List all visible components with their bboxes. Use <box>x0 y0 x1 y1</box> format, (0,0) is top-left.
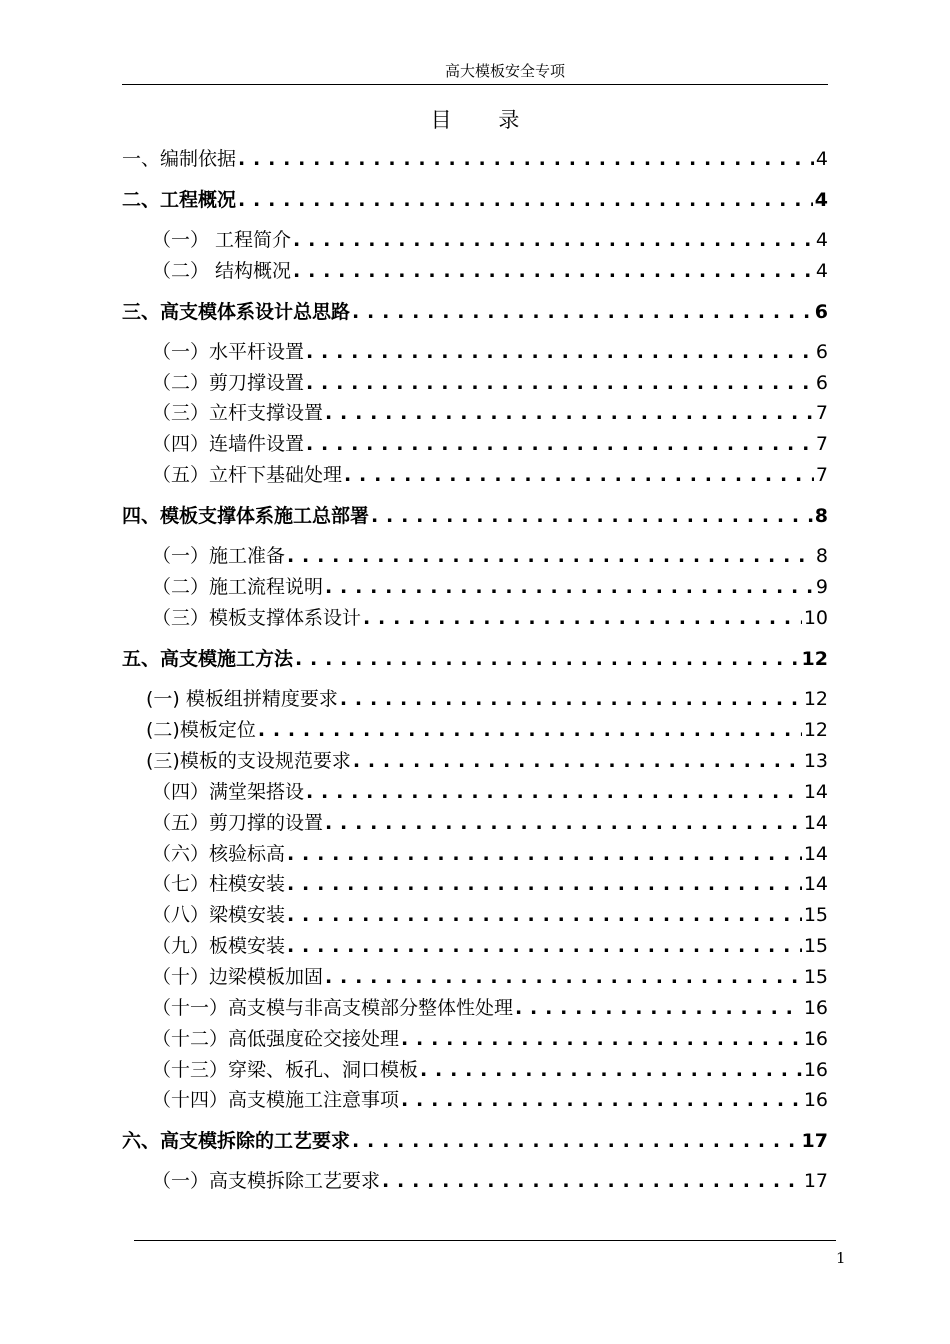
toc-entry-page: 14 <box>803 873 828 895</box>
toc-entry-title: （十一）高支模与非高支模部分整体性处理 <box>152 997 514 1019</box>
dot-leader <box>420 1058 802 1082</box>
toc-entry-title: （十）边梁模板加固 <box>152 966 324 988</box>
toc-entry-page: 12 <box>801 648 828 670</box>
dot-leader <box>325 575 814 599</box>
toc-entry[interactable] <box>152 1169 828 1193</box>
toc-entry[interactable] <box>122 147 828 171</box>
toc-entry[interactable] <box>152 463 828 487</box>
toc-entry[interactable] <box>152 780 828 804</box>
dot-leader <box>363 606 802 630</box>
dot-leader <box>352 300 813 324</box>
toc-entry-title: （十二）高低强度砼交接处理 <box>152 1028 400 1050</box>
dot-leader <box>293 259 814 283</box>
header-rule <box>122 84 828 85</box>
dot-leader <box>287 934 802 958</box>
dot-leader <box>287 842 802 866</box>
toc-entry[interactable] <box>152 996 828 1020</box>
toc-entry-page: 16 <box>803 1059 828 1081</box>
toc-entry-page: 4 <box>815 229 828 251</box>
toc-entry-page: 17 <box>801 1130 828 1152</box>
dot-leader <box>325 811 802 835</box>
dot-leader <box>287 872 802 896</box>
toc-entry-page: 7 <box>815 464 828 486</box>
toc-entry[interactable] <box>152 259 828 283</box>
toc-entry-title: （四）满堂架搭设 <box>152 781 305 803</box>
toc-entry-title: (一) 模板组拼精度要求 <box>146 688 338 710</box>
toc-entry-page: 4 <box>814 189 828 211</box>
toc-entry-page: 13 <box>803 750 828 772</box>
toc-entry-page: 9 <box>815 576 828 598</box>
toc-entry-title: 三、高支模体系设计总思路 <box>122 301 351 323</box>
toc-entry-title: （五）剪刀撑的设置 <box>152 812 324 834</box>
toc-entry-page: 8 <box>814 505 828 527</box>
toc-entry-page: 15 <box>803 966 828 988</box>
toc-entry-title: (三)模板的支设规范要求 <box>146 750 351 772</box>
toc-entry-page: 12 <box>803 688 828 710</box>
toc-entry-title: （四）连墙件设置 <box>152 433 305 455</box>
toc-entry[interactable] <box>122 504 828 528</box>
dot-leader <box>287 903 802 927</box>
dot-leader <box>352 1129 800 1153</box>
toc-entry-title: 六、高支模拆除的工艺要求 <box>122 1130 351 1152</box>
toc-entry-title: （十四）高支模施工注意事项 <box>152 1089 400 1111</box>
dot-leader <box>306 371 814 395</box>
toc-entry[interactable] <box>152 432 828 456</box>
toc-entry[interactable] <box>152 934 828 958</box>
toc-entry-page: 6 <box>815 341 828 363</box>
toc-entry-title: （九）板模安装 <box>152 935 286 957</box>
dot-leader <box>295 647 800 671</box>
toc-entry[interactable] <box>152 811 828 835</box>
toc-entry-title: （一）施工准备 <box>152 545 286 567</box>
toc-entry[interactable] <box>152 606 828 630</box>
dot-leader <box>515 996 802 1020</box>
toc-entry-title: （三）立杆支撑设置 <box>152 402 324 424</box>
dot-leader <box>382 1169 802 1193</box>
dot-leader <box>306 432 814 456</box>
toc-entry[interactable] <box>122 188 828 212</box>
toc-entry[interactable] <box>152 872 828 896</box>
dot-leader <box>371 504 813 528</box>
toc-entry[interactable] <box>122 300 828 324</box>
toc-entry[interactable] <box>122 647 828 671</box>
toc-entry[interactable] <box>152 575 828 599</box>
toc-entry[interactable] <box>152 544 828 568</box>
dot-leader <box>293 228 814 252</box>
toc-entry-title: 二、工程概况 <box>122 189 237 211</box>
dot-leader <box>306 780 802 804</box>
toc-entry-page: 7 <box>815 402 828 424</box>
toc-entry-page: 14 <box>803 812 828 834</box>
toc-entry-page: 6 <box>815 372 828 394</box>
toc-entry-page: 16 <box>803 1089 828 1111</box>
footer-rule <box>134 1240 836 1241</box>
toc-entry[interactable] <box>152 965 828 989</box>
toc-entry[interactable] <box>152 340 828 364</box>
toc-entry[interactable] <box>152 371 828 395</box>
toc-entry-page: 4 <box>815 148 828 170</box>
toc-entry[interactable] <box>152 1027 828 1051</box>
toc-entry-title: （五）立杆下基础处理 <box>152 464 343 486</box>
dot-leader <box>325 401 814 425</box>
dot-leader <box>401 1027 802 1051</box>
toc-entry-page: 4 <box>815 260 828 282</box>
toc-entry-title: （三）模板支撑体系设计 <box>152 607 362 629</box>
toc-entry[interactable] <box>152 401 828 425</box>
dot-leader <box>325 965 802 989</box>
toc-entry-title: （十三）穿梁、板孔、洞口模板 <box>152 1059 419 1081</box>
toc-entry-page: 8 <box>815 545 828 567</box>
toc-entry[interactable] <box>152 228 828 252</box>
dot-leader <box>353 749 802 773</box>
toc-title: 目 录 <box>430 108 540 132</box>
dot-leader <box>258 718 802 742</box>
toc-entry-page: 15 <box>803 935 828 957</box>
toc-entry-title: （一）高支模拆除工艺要求 <box>152 1170 381 1192</box>
toc-entry-title: 五、高支模施工方法 <box>122 648 294 670</box>
toc-entry-page: 14 <box>803 843 828 865</box>
toc-entry-title: （二） 结构概况 <box>152 260 292 282</box>
toc-entry-title: （一）水平杆设置 <box>152 341 305 363</box>
toc-entry-page: 16 <box>803 997 828 1019</box>
toc-entry-page: 15 <box>803 904 828 926</box>
running-header: 高大模板安全专项 <box>444 62 565 80</box>
toc-entry[interactable] <box>152 842 828 866</box>
dot-leader <box>238 188 813 212</box>
toc-entry[interactable] <box>146 687 828 711</box>
dot-leader <box>287 544 814 568</box>
toc-entry[interactable] <box>146 718 828 742</box>
toc-entry-title: （二）剪刀撑设置 <box>152 372 305 394</box>
toc-entry-title: 一、编制依据 <box>122 148 237 170</box>
page-number: 1 <box>836 1249 846 1267</box>
toc-entry-title: (二)模板定位 <box>146 719 256 741</box>
toc-entry-title: 四、模板支撑体系施工总部署 <box>122 505 370 527</box>
toc-entry-page: 14 <box>803 781 828 803</box>
dot-leader <box>340 687 802 711</box>
toc-entry[interactable] <box>152 1058 828 1082</box>
dot-leader <box>238 147 814 171</box>
dot-leader <box>306 340 814 364</box>
toc-entry-page: 17 <box>803 1170 828 1192</box>
toc-entry-page: 6 <box>814 301 828 323</box>
toc-entry[interactable] <box>122 1129 828 1153</box>
toc-entry-page: 10 <box>803 607 828 629</box>
dot-leader <box>344 463 814 487</box>
toc-entry-page: 16 <box>803 1028 828 1050</box>
toc-entry-title: （七）柱模安装 <box>152 873 286 895</box>
toc-entry-page: 12 <box>803 719 828 741</box>
toc-entry-title: （六）核验标高 <box>152 843 286 865</box>
toc-entry[interactable] <box>152 903 828 927</box>
toc-entry-title: （一） 工程简介 <box>152 229 292 251</box>
toc-entry[interactable] <box>146 749 828 773</box>
toc-entry-title: （二）施工流程说明 <box>152 576 324 598</box>
toc-entry-title: （八）梁模安装 <box>152 904 286 926</box>
dot-leader <box>401 1088 802 1112</box>
toc-entry[interactable] <box>152 1088 828 1112</box>
toc-entry-page: 7 <box>815 433 828 455</box>
